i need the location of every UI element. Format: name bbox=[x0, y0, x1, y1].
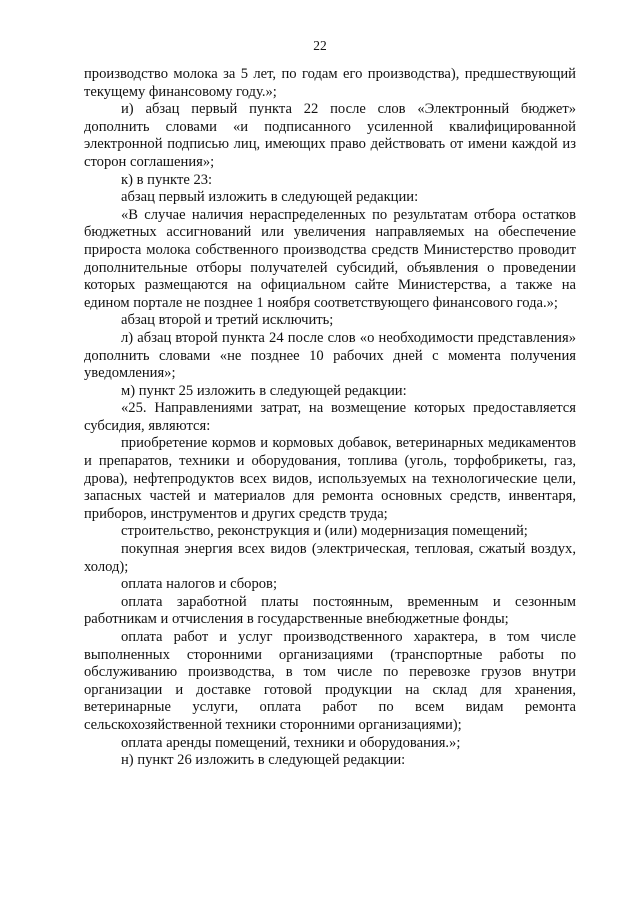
paragraph: оплата заработной платы постоянным, временным и сезонным работникам и отчисления в государственные внебюджетные фонды; bbox=[84, 593, 576, 628]
paragraph: к) в пункте 23: bbox=[121, 171, 213, 188]
paragraph: м) пункт 25 изложить в следующей редакции: bbox=[121, 382, 407, 399]
paragraph: оплата налогов и сборов; bbox=[121, 576, 277, 593]
paragraph: «В случае наличия нераспределенных по результатам отбора остатков бюджетных ассигнований или увеличения направляемых на обеспечение прироста молока собственного производства средств Министерство проводит дополнительные отборы получателей субсидий, объявления о проведении которых размещаются на официальном сайте Министерства, а также на едином портале не позднее 1 ноября соответствующего финансового года.»; bbox=[84, 206, 576, 311]
paragraph: строительство, реконструкция и (или) модернизация помещений; bbox=[121, 523, 528, 540]
paragraph: покупная энергия всех видов (электрическая, тепловая, сжатый воздух, холод); bbox=[84, 541, 576, 575]
paragraph: оплата аренды помещений, техники и оборудования.»; bbox=[121, 734, 461, 751]
paragraph: абзац второй и третий исключить; bbox=[121, 312, 334, 329]
paragraph: и) абзац первый пункта 22 после слов «Электронный бюджет» дополнить словами «и подписанного усиленной квалифицированной электронной подписью лиц, имеющих право действовать от имени каждой из сторон соглашения»; bbox=[84, 101, 576, 170]
paragraph: н) пункт 26 изложить в следующей редакции: bbox=[121, 752, 406, 769]
paragraph: оплата работ и услуг производственного характера, в том числе выполненных сторонними организациями (транспортные работы по обслуживанию производства, в том числе по перевозке грузов внутри организации и доставке готовой продукции на склад для хранения, ветеринарные услуги, оплата работ по всем видам ремонта сельскохозяйственной техники сторонними организациями); bbox=[84, 629, 576, 733]
paragraph: «25. Направлениями затрат, на возмещение которых предоставляется субсидия, являются: bbox=[84, 400, 576, 434]
paragraph: приобретение кормов и кормовых добавок, ветеринарных медикаментов и препаратов, техники и оборудования, топлива (уголь, торфобрикеты, газ, дрова), нефтепродуктов всех видов, используемых на технологические цели, запасных частей и материалов для ремонта основных средств, инвентаря, приборов, инструментов и других средств труда; bbox=[84, 435, 576, 522]
paragraph: производство молока за 5 лет, по годам его производства), предшествующий текущему финансовому году.»; bbox=[84, 66, 576, 100]
paragraph: л) абзац второй пункта 24 после слов «о необходимости представления» дополнить словами «не позднее 10 рабочих дней с момента получения уведомления»; bbox=[84, 329, 576, 382]
document-body bbox=[84, 66, 576, 770]
page-number: 22 bbox=[313, 38, 327, 53]
paragraph: абзац первый изложить в следующей редакции: bbox=[121, 189, 419, 206]
